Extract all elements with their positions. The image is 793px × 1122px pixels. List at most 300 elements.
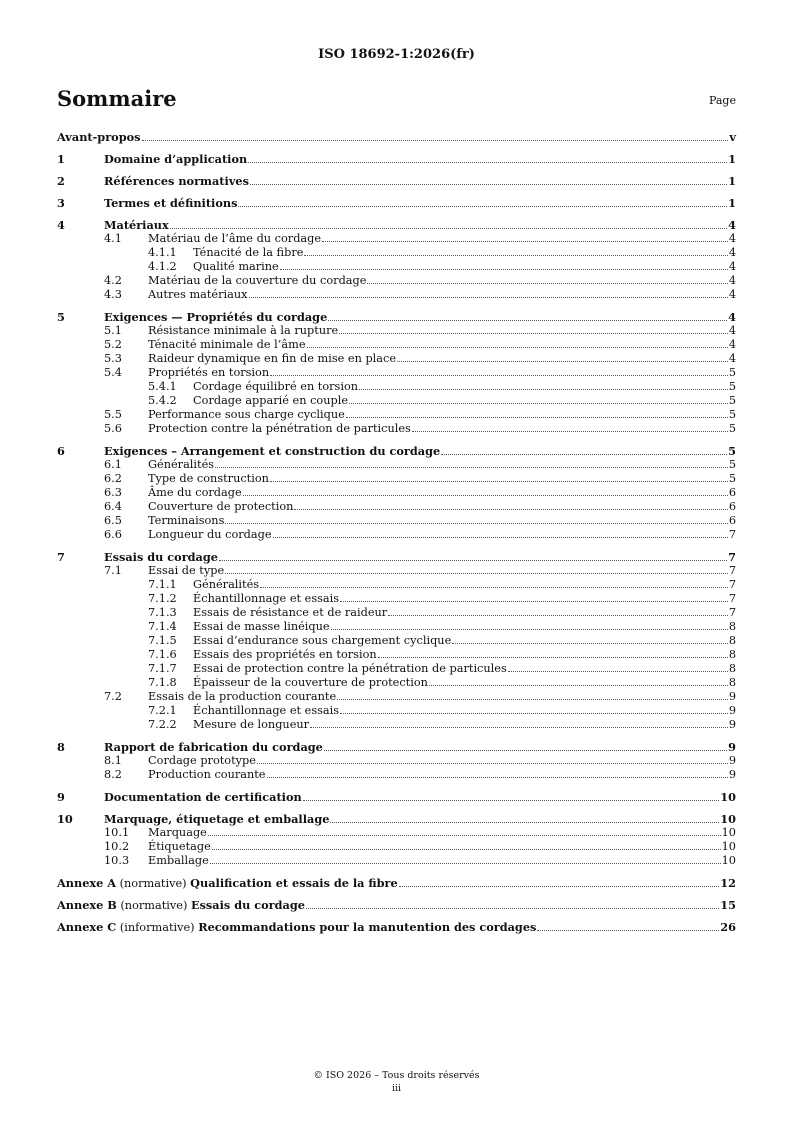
toc-entry-number: 5.4 (104, 366, 122, 379)
toc-entry-title: Essai d’endurance sous chargement cyclique (193, 634, 452, 647)
toc-entry-number: 4.2 (104, 274, 122, 287)
toc-entry-title: Longueur du cordage (148, 528, 272, 541)
toc-entry[interactable] (57, 444, 736, 458)
toc-entry-number: 7 (57, 550, 65, 564)
toc-entry-page: 7 (728, 606, 736, 619)
dot-leader (170, 228, 727, 229)
dot-leader (330, 822, 719, 823)
toc-entry-title: Cordage apparié en couple (193, 394, 349, 407)
toc-entry-title: Production courante (148, 768, 266, 781)
toc-entry-line (148, 274, 736, 288)
toc-entry-page: 5 (728, 366, 736, 379)
toc-entry-title: Qualité marine (193, 260, 279, 273)
toc-entry-page: 15 (720, 898, 736, 912)
toc-entry-line (193, 606, 736, 620)
dot-leader (339, 333, 728, 334)
toc-entry-page: 7 (728, 550, 736, 564)
toc-entry-title: Généralités (148, 458, 215, 471)
dot-leader (508, 671, 728, 672)
dot-leader (322, 241, 728, 242)
toc-entry[interactable] (57, 826, 736, 840)
toc-entry-page: 9 (728, 768, 736, 781)
toc-entry-number: 10.1 (104, 826, 130, 839)
toc-entry-line (193, 648, 736, 662)
toc-entry-line (193, 394, 736, 408)
toc-entry-title: Marquage, étiquetage et emballage (104, 812, 330, 826)
toc-entry-title: Emballage (148, 854, 209, 867)
toc-entry-title: Domaine d’application (104, 152, 248, 166)
toc-entry-page: 9 (728, 754, 736, 767)
toc-entry-line (193, 662, 736, 676)
toc-entry-title: Terminaisons (148, 514, 225, 527)
toc-entry-line (148, 422, 736, 436)
annex-label: Annexe A (57, 876, 116, 890)
toc-entry-title: Couverture de protection (148, 500, 294, 513)
table-of-contents (57, 130, 736, 934)
dot-leader (249, 297, 728, 298)
section-gap (57, 166, 736, 174)
toc-entry-title: Cordage équilibré en torsion (193, 380, 359, 393)
toc-entry-number: 7.1.2 (148, 592, 177, 605)
dot-leader (280, 269, 728, 270)
toc-entry-page: 5 (728, 472, 736, 485)
toc-entry-title: Matériau de la couverture du cordage (148, 274, 367, 287)
toc-entry-number: 7.1.8 (148, 676, 177, 689)
toc-entry-number: 8.2 (104, 768, 122, 781)
toc-entry-line (148, 458, 736, 472)
dot-leader (225, 573, 728, 574)
toc-entry-page: 4 (728, 288, 736, 301)
toc-annex-text (57, 898, 305, 913)
toc-entry[interactable] (57, 812, 736, 826)
toc-entry-line (148, 366, 736, 380)
toc-entry-line (148, 232, 736, 246)
dot-leader (359, 389, 728, 390)
toc-entry-page: 6 (728, 486, 736, 499)
toc-entry-number: 7.1.7 (148, 662, 177, 675)
toc-entry-line (193, 592, 736, 606)
toc-entry-line (104, 740, 736, 754)
toc-entry-line (193, 246, 736, 260)
dot-leader (452, 643, 728, 644)
dot-leader (267, 777, 728, 778)
toc-entry-line (193, 260, 736, 274)
toc-entry-line (148, 840, 736, 854)
toc-entry-number: 9 (57, 790, 65, 804)
dot-leader (346, 417, 728, 418)
toc-entry[interactable] (57, 380, 736, 394)
toc-entry-title: Rapport de fabrication du cordage (104, 740, 323, 754)
toc-entry-title: Matériaux (104, 218, 169, 232)
section-gap (57, 436, 736, 444)
toc-entry[interactable] (57, 606, 736, 620)
toc-entry-page: 7 (728, 578, 736, 591)
dot-leader (340, 713, 728, 714)
toc-entry-title: Références normatives (104, 174, 249, 188)
section-gap (57, 804, 736, 812)
toc-entry-title: Raideur dynamique en fin de mise en place (148, 352, 397, 365)
toc-entry-line (148, 826, 736, 840)
toc-entry[interactable] (57, 246, 736, 260)
toc-entry-number: 7.1.1 (148, 578, 177, 591)
toc-entry-page: 12 (720, 876, 736, 890)
dot-leader (142, 140, 729, 141)
toc-entry-line (148, 754, 736, 768)
toc-entry-number: 4.1 (104, 232, 122, 245)
toc-entry[interactable] (57, 196, 736, 210)
toc-entry[interactable] (57, 854, 736, 868)
toc-entry-title: Essai de protection contre la pénétration de particules (193, 662, 507, 675)
toc-entry-line (193, 620, 736, 634)
toc-entry[interactable] (57, 288, 736, 302)
dot-leader (270, 375, 728, 376)
toc-entry[interactable] (57, 690, 736, 704)
toc-entry-page: 5 (728, 422, 736, 435)
toc-annex-entry[interactable] (57, 920, 736, 934)
dot-leader (310, 727, 728, 728)
toc-entry-line (148, 324, 736, 338)
toc-entry-title: Étiquetage (148, 840, 211, 853)
toc-entry-page: 6 (728, 514, 736, 527)
toc-entry-number: 6.2 (104, 472, 122, 485)
section-gap (57, 210, 736, 218)
toc-entry-page: 4 (728, 246, 736, 259)
toc-entry-line (193, 718, 736, 732)
section-gap (57, 868, 736, 876)
toc-entry-page: 9 (728, 704, 736, 717)
toc-entry-line (148, 564, 736, 578)
toc-entry[interactable] (57, 768, 736, 782)
toc-entry-title: Généralités (193, 578, 260, 591)
toc-entry[interactable] (57, 338, 736, 352)
toc-entry-number: 5.4.1 (148, 380, 177, 393)
toc-entry-page: 8 (728, 662, 736, 675)
dot-leader (331, 629, 728, 630)
toc-entry[interactable] (57, 500, 736, 514)
dot-leader (537, 930, 719, 931)
section-gap (57, 782, 736, 790)
toc-entry-line (148, 352, 736, 366)
toc-entry-title: Documentation de certification (104, 790, 302, 804)
toc-entry-number: 7.1.4 (148, 620, 177, 633)
toc-entry-title: Essais de résistance et de raideur (193, 606, 388, 619)
toc-entry-number: 5.5 (104, 408, 122, 421)
toc-entry-number: 5.4.2 (148, 394, 177, 407)
dot-leader (225, 523, 727, 524)
toc-entry-page: 10 (720, 790, 736, 804)
section-gap (57, 732, 736, 740)
page-column-label: Page (708, 94, 736, 107)
toc-entry-number: 10.2 (104, 840, 130, 853)
toc-entry-page: 6 (728, 500, 736, 513)
toc-entry-page: 5 (728, 458, 736, 471)
dot-leader (294, 509, 727, 510)
toc-entry-number: 6.6 (104, 528, 122, 541)
toc-entry-number: 7.2 (104, 690, 122, 703)
toc-entry-number: 7.1.5 (148, 634, 177, 647)
toc-entry-line (148, 768, 736, 782)
toc-entry-line (148, 690, 736, 704)
dot-leader (303, 800, 720, 801)
toc-entry-title: Exigences — Propriétés du cordage (104, 310, 328, 324)
toc-entry[interactable] (57, 648, 736, 662)
toc-entry[interactable] (57, 152, 736, 166)
dot-leader (324, 750, 727, 751)
dot-leader (349, 403, 728, 404)
toc-entry-page: 4 (728, 274, 736, 287)
toc-entry-title: Mesure de longueur (193, 718, 310, 731)
dot-leader (378, 657, 728, 658)
section-gap (57, 890, 736, 898)
toc-entry-line (148, 528, 736, 542)
dot-leader (306, 908, 719, 909)
toc-entry-number: 6.4 (104, 500, 122, 513)
dot-leader (304, 255, 727, 256)
toc-entry[interactable] (57, 620, 736, 634)
toc-entry[interactable] (57, 790, 736, 804)
dot-leader (208, 835, 721, 836)
toc-entry[interactable] (57, 324, 736, 338)
toc-entry-line (148, 338, 736, 352)
toc-entry-title: Essai de masse linéique (193, 620, 330, 633)
toc-entry-title: Autres matériaux (148, 288, 248, 301)
toc-entry-page: 1 (728, 174, 736, 188)
toc-entry-line (104, 152, 736, 166)
toc-entry-page: 9 (728, 690, 736, 703)
dot-leader (340, 601, 728, 602)
toc-entry-page: 4 (728, 232, 736, 245)
section-gap (57, 144, 736, 152)
toc-entry-line (193, 634, 736, 648)
toc-entry-title: Protection contre la pénétration de particules (148, 422, 411, 435)
toc-entry-line (57, 920, 736, 935)
toc-entry[interactable] (57, 174, 736, 188)
toc-entry-title: Termes et définitions (104, 196, 238, 210)
annex-kind: (normative) (120, 899, 188, 912)
dot-leader (429, 685, 728, 686)
toc-entry-line (148, 500, 736, 514)
toc-entry-line (104, 812, 736, 826)
toc-entry-page: 7 (728, 528, 736, 541)
toc-entry-number: 6.1 (104, 458, 122, 471)
annex-kind: (normative) (119, 877, 187, 890)
toc-entry-number: 6.5 (104, 514, 122, 527)
toc-entry-title: Résistance minimale à la rupture (148, 324, 339, 337)
toc-entry-line (57, 130, 736, 144)
copyright-notice: © ISO 2026 – Tous droits réservés (313, 1070, 480, 1081)
dot-leader (212, 849, 721, 850)
toc-entry-title: Type de construction (148, 472, 269, 485)
toc-entry[interactable] (57, 704, 736, 718)
annex-title: Qualification et essais de la fibre (190, 876, 398, 890)
toc-entry-page: 4 (728, 338, 736, 351)
toc-entry-number: 8.1 (104, 754, 122, 767)
page-number: iii (391, 1083, 402, 1094)
toc-entry[interactable] (57, 130, 736, 144)
toc-entry-title: Épaisseur de la couverture de protection (193, 676, 428, 689)
dot-leader (257, 763, 728, 764)
toc-entry[interactable] (57, 740, 736, 754)
toc-annex-text (57, 920, 536, 935)
toc-entry-page: 9 (728, 718, 736, 731)
toc-entry[interactable] (57, 408, 736, 422)
toc-entry-number: 7.1 (104, 564, 122, 577)
annex-label: Annexe B (57, 898, 117, 912)
toc-entry[interactable] (57, 718, 736, 732)
page-footer (0, 1069, 793, 1095)
toc-entry-page: 1 (728, 196, 736, 210)
toc-entry[interactable] (57, 472, 736, 486)
dot-leader (367, 283, 727, 284)
toc-entry-page: 5 (728, 380, 736, 393)
toc-entry[interactable] (57, 274, 736, 288)
toc-entry-page: 8 (728, 620, 736, 633)
page-title: Sommaire (57, 86, 177, 111)
toc-entry[interactable] (57, 564, 736, 578)
toc-entry-number: 5.6 (104, 422, 122, 435)
toc-entry-page: 4 (728, 218, 736, 232)
section-gap (57, 188, 736, 196)
toc-entry-page: 4 (728, 352, 736, 365)
toc-entry-line (193, 676, 736, 690)
toc-entry-number: 1 (57, 152, 65, 166)
toc-entry-number: 6.3 (104, 486, 122, 499)
dot-leader (210, 863, 721, 864)
toc-entry-number: 5.1 (104, 324, 122, 337)
toc-entry-page: 10 (720, 812, 736, 826)
toc-entry[interactable] (57, 260, 736, 274)
toc-entry-number: 5.3 (104, 352, 122, 365)
section-gap (57, 302, 736, 310)
document-code: ISO 18692-1:2026(fr) (318, 47, 475, 62)
toc-entry-title: Essais de la production courante (148, 690, 337, 703)
toc-annex-entry[interactable] (57, 876, 736, 890)
dot-leader (238, 206, 727, 207)
toc-entry-line (104, 550, 736, 564)
toc-entry[interactable] (57, 310, 736, 324)
toc-entry[interactable] (57, 394, 736, 408)
toc-entry-page: 10 (721, 826, 736, 839)
toc-annex-entry[interactable] (57, 898, 736, 912)
toc-entry-page: 8 (728, 634, 736, 647)
toc-entry[interactable] (57, 422, 736, 436)
toc-entry[interactable] (57, 352, 736, 366)
toc-entry-number: 7.2.1 (148, 704, 177, 717)
toc-entry-number: 5 (57, 310, 65, 324)
toc-entry-line (104, 218, 736, 232)
toc-entry-page: 5 (728, 394, 736, 407)
dot-leader (243, 495, 728, 496)
toc-entry-page: 5 (728, 408, 736, 421)
toc-entry-number: 7.2.2 (148, 718, 177, 731)
toc-entry-page: 4 (728, 310, 736, 324)
dot-leader (388, 615, 728, 616)
toc-entry-page: v (729, 130, 736, 144)
toc-entry-page: 1 (728, 152, 736, 166)
toc-entry[interactable] (57, 514, 736, 528)
toc-entry[interactable] (57, 840, 736, 854)
toc-entry-line (57, 876, 736, 891)
toc-entry[interactable] (57, 578, 736, 592)
toc-entry-number: 3 (57, 196, 65, 210)
toc-entry-line (104, 174, 736, 188)
dot-leader (397, 361, 728, 362)
dot-leader (328, 320, 727, 321)
toc-entry-title: Avant-propos (57, 130, 141, 144)
dot-leader (441, 454, 727, 455)
toc-entry-number: 8 (57, 740, 65, 754)
toc-entry-line (148, 514, 736, 528)
toc-entry-number: 5.2 (104, 338, 122, 351)
dot-leader (248, 162, 727, 163)
toc-entry[interactable] (57, 676, 736, 690)
toc-entry-line (104, 196, 736, 210)
dot-leader (219, 560, 727, 561)
toc-entry-number: 4.1.1 (148, 246, 177, 259)
toc-entry-page: 4 (728, 260, 736, 273)
toc-entry[interactable] (57, 662, 736, 676)
toc-entry[interactable] (57, 634, 736, 648)
toc-entry-line (104, 444, 736, 458)
dot-leader (250, 184, 727, 185)
toc-entry[interactable] (57, 486, 736, 500)
toc-entry-page: 7 (728, 592, 736, 605)
toc-entry-line (193, 380, 736, 394)
toc-entry-line (193, 704, 736, 718)
toc-entry-title: Essais du cordage (104, 550, 218, 564)
section-gap (57, 912, 736, 920)
annex-label: Annexe C (57, 920, 117, 934)
toc-entry[interactable] (57, 366, 736, 380)
toc-entry-page: 9 (728, 740, 736, 754)
toc-entry-title: Cordage prototype (148, 754, 256, 767)
toc-entry-number: 4 (57, 218, 65, 232)
toc-entry-title: Propriétés en torsion (148, 366, 270, 379)
dot-leader (307, 347, 728, 348)
toc-entry-line (104, 790, 736, 804)
annex-kind: (informative) (119, 921, 195, 934)
toc-entry[interactable] (57, 592, 736, 606)
toc-entry-page: 5 (728, 444, 736, 458)
toc-entry-line (148, 486, 736, 500)
dot-leader (270, 481, 728, 482)
toc-entry-page: 7 (728, 564, 736, 577)
dot-leader (412, 431, 728, 432)
toc-entry-line (148, 472, 736, 486)
toc-entry[interactable] (57, 528, 736, 542)
toc-entry-page: 8 (728, 676, 736, 689)
toc-entry[interactable] (57, 754, 736, 768)
toc-entry-number: 4.3 (104, 288, 122, 301)
toc-entry[interactable] (57, 458, 736, 472)
toc-entry-page: 4 (728, 324, 736, 337)
toc-entry-title: Ténacité de la fibre (193, 246, 304, 259)
annex-title: Recommandations pour la manutention des cordages (198, 920, 537, 934)
toc-entry-page: 8 (728, 648, 736, 661)
toc-entry-number: 10 (57, 812, 73, 826)
toc-entry[interactable] (57, 550, 736, 564)
annex-title: Essais du cordage (190, 898, 305, 912)
toc-entry-title: Échantillonnage et essais (193, 592, 340, 605)
toc-entry[interactable] (57, 218, 736, 232)
toc-entry[interactable] (57, 232, 736, 246)
toc-entry-title: Matériau de l’âme du cordage (148, 232, 322, 245)
dot-leader (337, 699, 728, 700)
toc-entry-page: 26 (720, 920, 736, 934)
toc-entry-title: Échantillonnage et essais (193, 704, 340, 717)
dot-leader (260, 587, 728, 588)
toc-entry-number: 7.1.6 (148, 648, 177, 661)
